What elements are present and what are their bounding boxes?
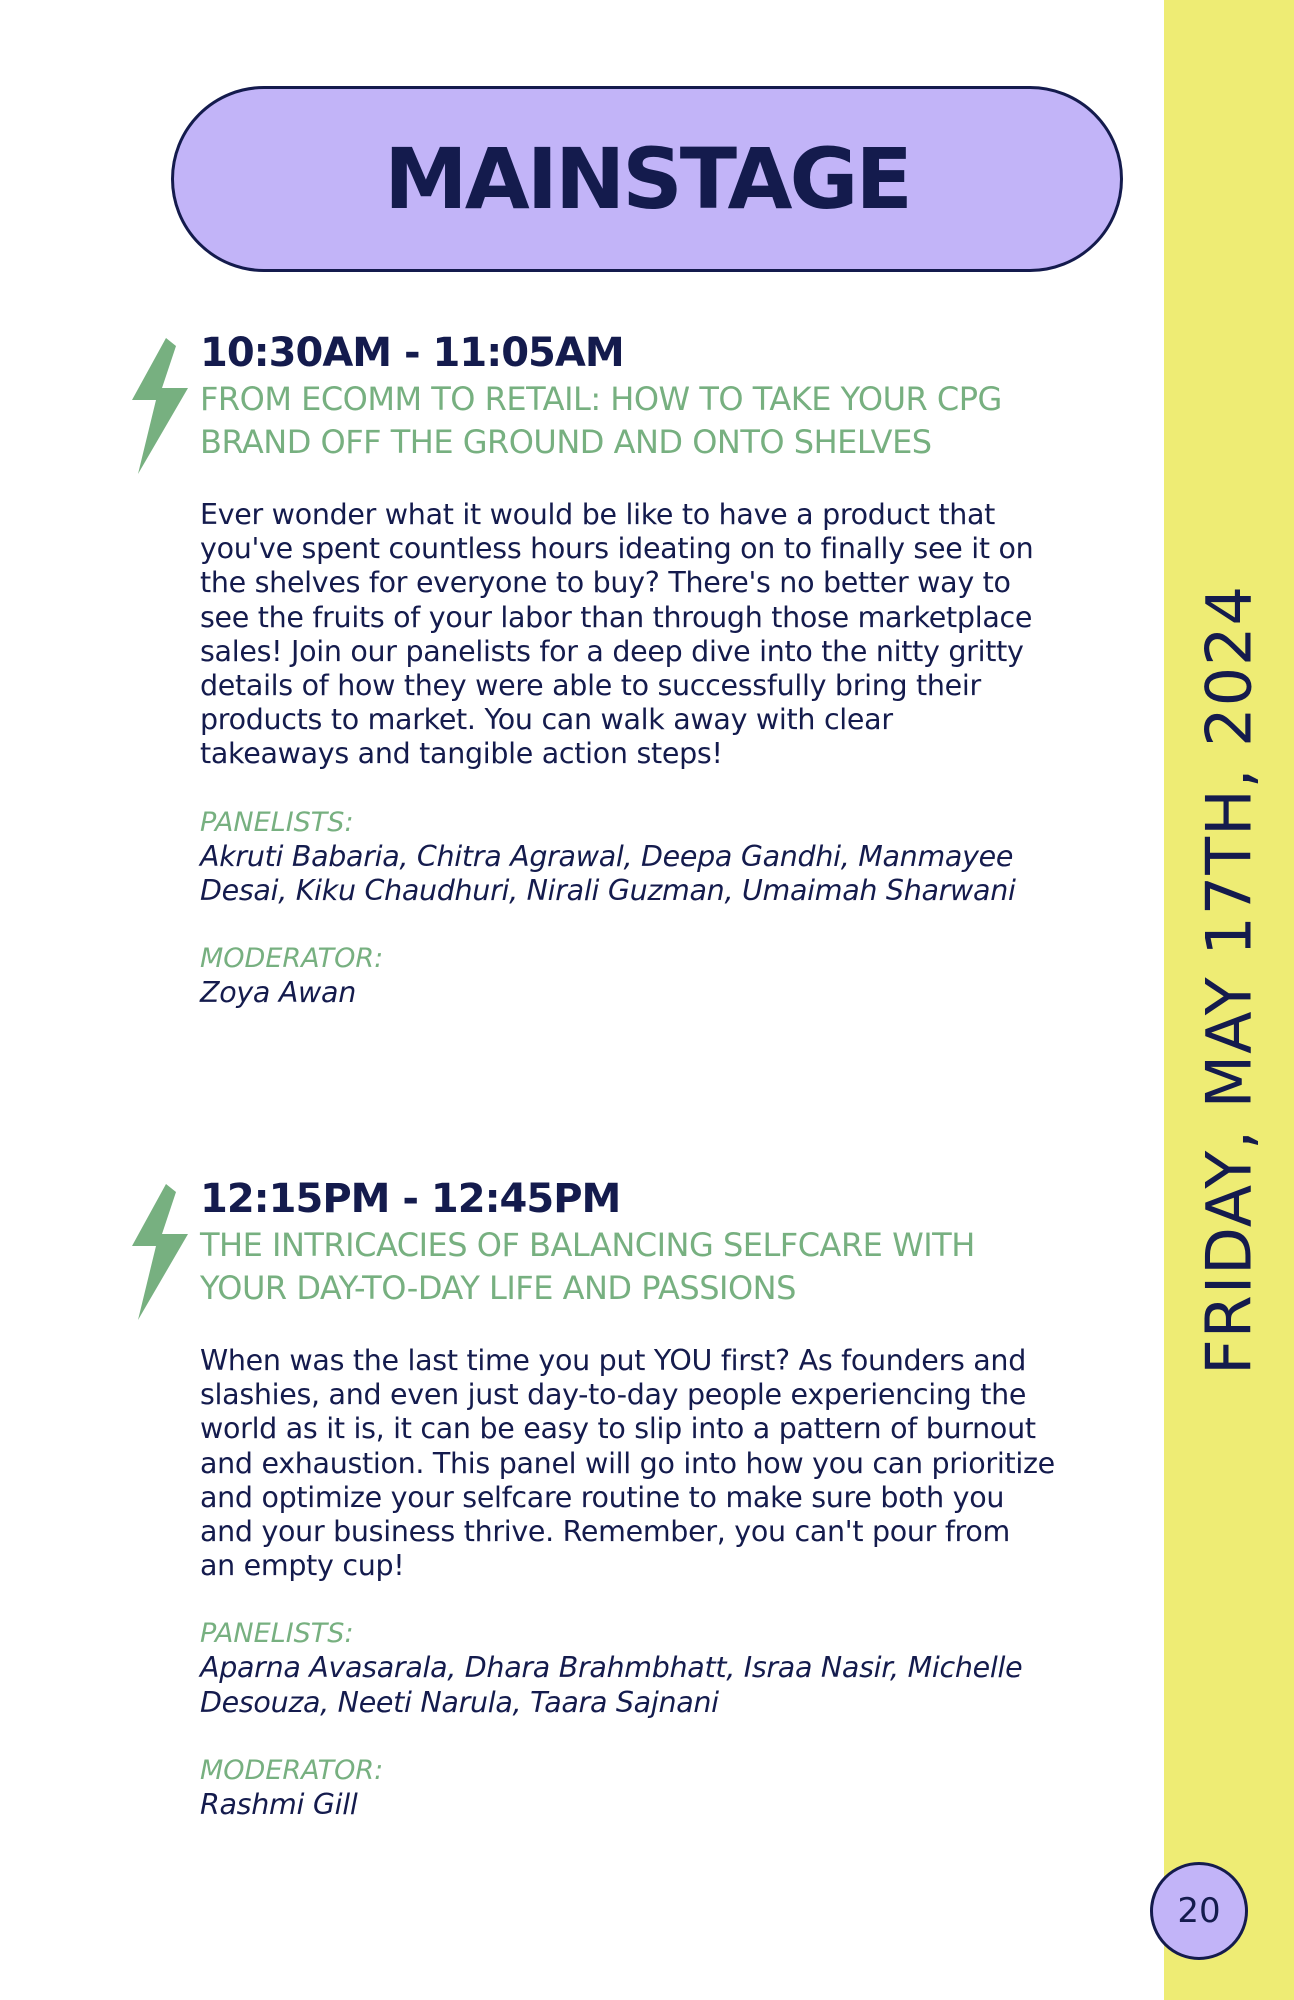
session-description bbox=[200, 1344, 1150, 1583]
description-line: sales! Join our panelists for a deep dive into the nitty gritty bbox=[200, 634, 1024, 668]
description-line: slashies, and even just day-to-day people experiencing the bbox=[200, 1378, 1027, 1412]
description-line: products to market. You can walk away with clear bbox=[200, 703, 893, 737]
panelists-line: Desai, Kiku Chaudhuri, Nirali Guzman, Umaimah Sharwani bbox=[200, 873, 1016, 907]
description-line: details of how they were able to successfully bring their bbox=[200, 669, 981, 703]
session-2 bbox=[200, 1176, 1150, 1822]
panelists-label: PANELISTS: bbox=[200, 806, 354, 838]
lightning-bolt-icon bbox=[130, 1184, 190, 1320]
moderator-name: Rashmi Gill bbox=[200, 1787, 358, 1821]
panelists-label: PANELISTS: bbox=[200, 1618, 354, 1650]
panelists-list bbox=[200, 840, 1150, 908]
stage-title: MAINSTAGE bbox=[384, 130, 910, 228]
description-line: Ever wonder what it would be like to have a product that bbox=[200, 498, 996, 531]
page-number-badge: 20 bbox=[1150, 1862, 1248, 1960]
session-time: 12:15PM - 12:45PM bbox=[200, 1176, 621, 1222]
session-title bbox=[200, 1224, 1150, 1310]
description-line: and your business thrive. Remember, you can't pour from bbox=[200, 1515, 1010, 1549]
description-line: the shelves for everyone to buy? There's no better way to bbox=[200, 566, 1011, 600]
description-line: an empty cup! bbox=[200, 1549, 405, 1583]
panelists-line: Akruti Babaria, Chitra Agrawal, Deepa Gandhi, Manmayee bbox=[200, 839, 1014, 873]
moderator-label: MODERATOR: bbox=[200, 943, 384, 975]
session-description bbox=[200, 498, 1150, 772]
description-line: When was the last time you put YOU first? As founders and bbox=[200, 1344, 1026, 1377]
session-title-line: YOUR DAY-TO-DAY LIFE AND PASSIONS bbox=[200, 1269, 796, 1307]
stage-title-banner bbox=[171, 86, 1123, 272]
sidebar-date: FRIDAY, MAY 17TH, 2024 bbox=[1192, 585, 1266, 1375]
description-line: and exhaustion. This panel will go into how you can prioritize bbox=[200, 1446, 1055, 1480]
lightning-bolt-icon bbox=[130, 338, 190, 474]
panelists-list bbox=[200, 1651, 1150, 1719]
description-line: takeaways and tangible action steps! bbox=[200, 737, 723, 771]
description-line: and optimize your selfcare routine to make sure both you bbox=[200, 1480, 1005, 1514]
moderator-label: MODERATOR: bbox=[200, 1754, 384, 1786]
session-time: 10:30AM - 11:05AM bbox=[200, 330, 624, 376]
session-title-line: BRAND OFF THE GROUND AND ONTO SHELVES bbox=[200, 423, 932, 461]
moderator-name: Zoya Awan bbox=[200, 976, 356, 1010]
description-line: you've spent countless hours ideating on to finally see it on bbox=[200, 532, 1034, 566]
session-title-line: FROM ECOMM TO RETAIL: HOW TO TAKE YOUR CPG bbox=[200, 380, 1002, 418]
panelists-line: Desouza, Neeti Narula, Taara Sajnani bbox=[200, 1685, 719, 1719]
session-title bbox=[200, 378, 1150, 464]
session-title-line: THE INTRICACIES OF BALANCING SELFCARE WITH bbox=[200, 1226, 975, 1264]
panelists-line: Aparna Avasarala, Dhara Brahmbhatt, Israa Nasir, Michelle bbox=[200, 1651, 1023, 1685]
description-line: see the fruits of your labor than through those marketplace bbox=[200, 600, 1033, 634]
session-1 bbox=[200, 330, 1150, 1010]
description-line: world as it is, it can be easy to slip into a pattern of burnout bbox=[200, 1412, 1036, 1446]
